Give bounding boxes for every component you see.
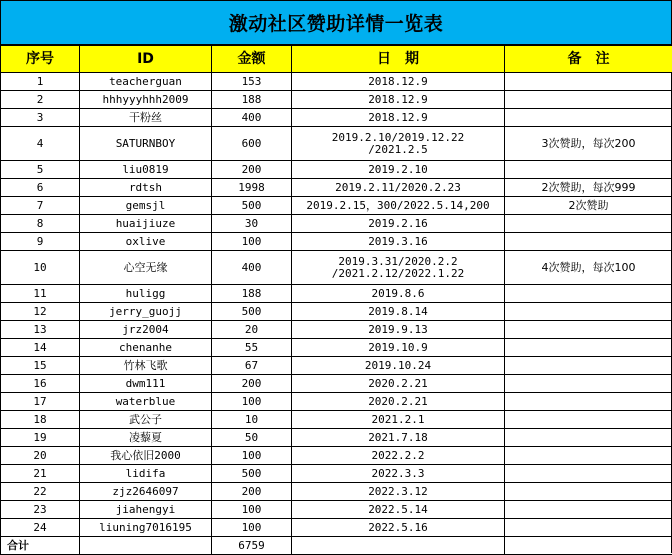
sponsor-amount: 188 [212,285,292,303]
row-number: 18 [1,411,80,429]
sheet-title: 激动社区赞助详情一览表 [0,0,672,45]
sponsor-note [505,91,672,109]
row-number: 9 [1,233,80,251]
date-line: 2018.12.9 [292,112,504,124]
row-number: 6 [1,179,80,197]
header-note: 备 注 [505,46,672,73]
sponsor-note [505,483,672,501]
row-number: 1 [1,73,80,91]
total-row [1,537,672,555]
sponsor-id: liu0819 [80,161,212,179]
sponsor-amount: 1998 [212,179,292,197]
date-line: 2019.2.15，300/2022.5.14,200 [292,200,504,212]
total-amount: 6759 [212,537,292,555]
sponsor-note [505,285,672,303]
date-line: 2019.9.13 [292,324,504,336]
sponsor-amount: 100 [212,447,292,465]
sponsor-amount: 30 [212,215,292,233]
table-row [1,251,672,285]
row-number: 21 [1,465,80,483]
sponsor-note [505,233,672,251]
sponsor-id: teacherguan [80,73,212,91]
sponsor-id: waterblue [80,393,212,411]
sponsor-note [505,375,672,393]
sponsor-date [292,357,505,375]
sponsor-note: 2次赞助 [505,197,672,215]
sponsor-date [292,161,505,179]
sponsor-note [505,321,672,339]
sponsor-date [292,251,505,285]
date-line: 2019.10.24 [292,360,504,372]
sponsor-id: 心空无缘 [80,251,212,285]
sponsor-date [292,127,505,161]
date-line: 2022.3.3 [292,468,504,480]
sponsor-date [292,233,505,251]
sponsor-date [292,519,505,537]
sponsor-amount: 400 [212,109,292,127]
table-row [1,303,672,321]
header-date: 日 期 [292,46,505,73]
sponsor-amount: 55 [212,339,292,357]
sponsor-note: 4次赞助，每次100 [505,251,672,285]
sponsor-id: gemsjl [80,197,212,215]
table-row [1,447,672,465]
table-row [1,285,672,303]
date-line: 2019.2.11/2020.2.23 [292,182,504,194]
sponsor-amount: 20 [212,321,292,339]
sponsor-amount: 500 [212,197,292,215]
row-number: 4 [1,127,80,161]
date-line: 2021.7.18 [292,432,504,444]
header-no: 序号 [1,46,80,73]
sponsor-amount: 400 [212,251,292,285]
sponsor-id: SATURNBOY [80,127,212,161]
sponsor-date [292,375,505,393]
sponsor-note [505,109,672,127]
table-row [1,197,672,215]
sponsor-table [0,45,672,555]
row-number: 14 [1,339,80,357]
sponsor-amount: 10 [212,411,292,429]
sponsor-date [292,179,505,197]
sponsor-amount: 500 [212,303,292,321]
row-number: 2 [1,91,80,109]
date-line: 2019.2.10 [292,164,504,176]
sponsor-amount: 200 [212,161,292,179]
table-row [1,321,672,339]
sponsor-id: 竹林飞歌 [80,357,212,375]
sponsor-note [505,519,672,537]
table-row [1,375,672,393]
date-line: 2021.2.1 [292,414,504,426]
sponsor-date [292,303,505,321]
total-label: 合计 [1,537,80,555]
sponsor-note [505,429,672,447]
table-row [1,179,672,197]
table-row [1,215,672,233]
date-line: 2022.5.14 [292,504,504,516]
table-row [1,233,672,251]
row-number: 23 [1,501,80,519]
sponsor-id: jerry_guojj [80,303,212,321]
date-line: 2019.8.14 [292,306,504,318]
sponsor-id: huaijiuze [80,215,212,233]
table-row [1,465,672,483]
sponsor-date [292,501,505,519]
sponsor-id: zjz2646097 [80,483,212,501]
sponsor-note: 3次赞助，每次200 [505,127,672,161]
table-row [1,127,672,161]
date-line: 2020.2.21 [292,396,504,408]
sponsor-id: lidifa [80,465,212,483]
date-line: 2018.12.9 [292,76,504,88]
sponsor-amount: 200 [212,483,292,501]
sponsor-amount: 100 [212,233,292,251]
row-number: 24 [1,519,80,537]
row-number: 5 [1,161,80,179]
sponsor-amount: 200 [212,375,292,393]
sponsor-date [292,429,505,447]
table-row [1,109,672,127]
total-id-cell [80,537,212,555]
sponsor-date [292,73,505,91]
date-line: 2020.2.21 [292,378,504,390]
header-id: ID [80,46,212,73]
sponsor-id: dwm111 [80,375,212,393]
date-line: 2018.12.9 [292,94,504,106]
sponsor-note [505,339,672,357]
table-row [1,73,672,91]
sponsor-date [292,483,505,501]
sponsor-date [292,321,505,339]
date-line: 2019.2.16 [292,218,504,230]
row-number: 13 [1,321,80,339]
sponsor-id: 我心依旧2000 [80,447,212,465]
sponsor-amount: 500 [212,465,292,483]
date-line: /2021.2.5 [292,144,504,156]
table-row [1,161,672,179]
sponsor-id: liuning7016195 [80,519,212,537]
sponsor-date [292,339,505,357]
date-line: 2019.2.10/2019.12.22 [292,132,504,144]
table-row [1,519,672,537]
sponsor-id: oxlive [80,233,212,251]
sponsor-amount: 67 [212,357,292,375]
sponsor-id: jiahengyi [80,501,212,519]
row-number: 19 [1,429,80,447]
table-row [1,357,672,375]
date-line: 2022.5.16 [292,522,504,534]
sponsor-note [505,215,672,233]
date-line: /2021.2.12/2022.1.22 [292,268,504,280]
row-number: 8 [1,215,80,233]
sponsor-date [292,411,505,429]
date-line: 2022.2.2 [292,450,504,462]
sponsor-id: 干粉丝 [80,109,212,127]
sponsor-id: 武公子 [80,411,212,429]
table-row [1,483,672,501]
sponsor-id: jrz2004 [80,321,212,339]
date-line: 2022.3.12 [292,486,504,498]
sponsor-amount: 100 [212,501,292,519]
row-number: 15 [1,357,80,375]
sponsor-note [505,465,672,483]
total-note-cell [505,537,672,555]
sponsor-amount: 153 [212,73,292,91]
sponsor-date [292,285,505,303]
sponsor-note [505,357,672,375]
row-number: 16 [1,375,80,393]
sponsor-date [292,215,505,233]
date-line: 2019.8.6 [292,288,504,300]
table-row [1,501,672,519]
sponsor-amount: 100 [212,393,292,411]
sponsor-note [505,447,672,465]
sponsor-date [292,465,505,483]
sponsor-date [292,393,505,411]
sponsor-amount: 50 [212,429,292,447]
sponsor-id: 凌藜夏 [80,429,212,447]
sponsor-date [292,447,505,465]
sponsor-id: rdtsh [80,179,212,197]
sponsor-note [505,411,672,429]
row-number: 22 [1,483,80,501]
table-row [1,411,672,429]
sponsor-date [292,109,505,127]
sponsor-amount: 188 [212,91,292,109]
row-number: 12 [1,303,80,321]
header-row [1,46,672,73]
sponsor-id: hhhyyyhhh2009 [80,91,212,109]
total-date-cell [292,537,505,555]
row-number: 7 [1,197,80,215]
sponsor-date [292,91,505,109]
sponsor-note [505,161,672,179]
date-line: 2019.3.16 [292,236,504,248]
sponsor-id: huligg [80,285,212,303]
row-number: 3 [1,109,80,127]
table-row [1,91,672,109]
row-number: 11 [1,285,80,303]
sponsor-note [505,303,672,321]
sponsor-amount: 100 [212,519,292,537]
date-line: 2019.10.9 [292,342,504,354]
header-amount: 金额 [212,46,292,73]
row-number: 10 [1,251,80,285]
sponsor-note [505,73,672,91]
sponsor-date [292,197,505,215]
table-body [1,73,672,537]
table-row [1,429,672,447]
sponsor-note [505,501,672,519]
sponsor-id: chenanhe [80,339,212,357]
row-number: 20 [1,447,80,465]
sponsor-amount: 600 [212,127,292,161]
date-line: 2019.3.31/2020.2.2 [292,256,504,268]
row-number: 17 [1,393,80,411]
sponsor-note: 2次赞助，每次999 [505,179,672,197]
table-row [1,393,672,411]
table-row [1,339,672,357]
sponsor-note [505,393,672,411]
